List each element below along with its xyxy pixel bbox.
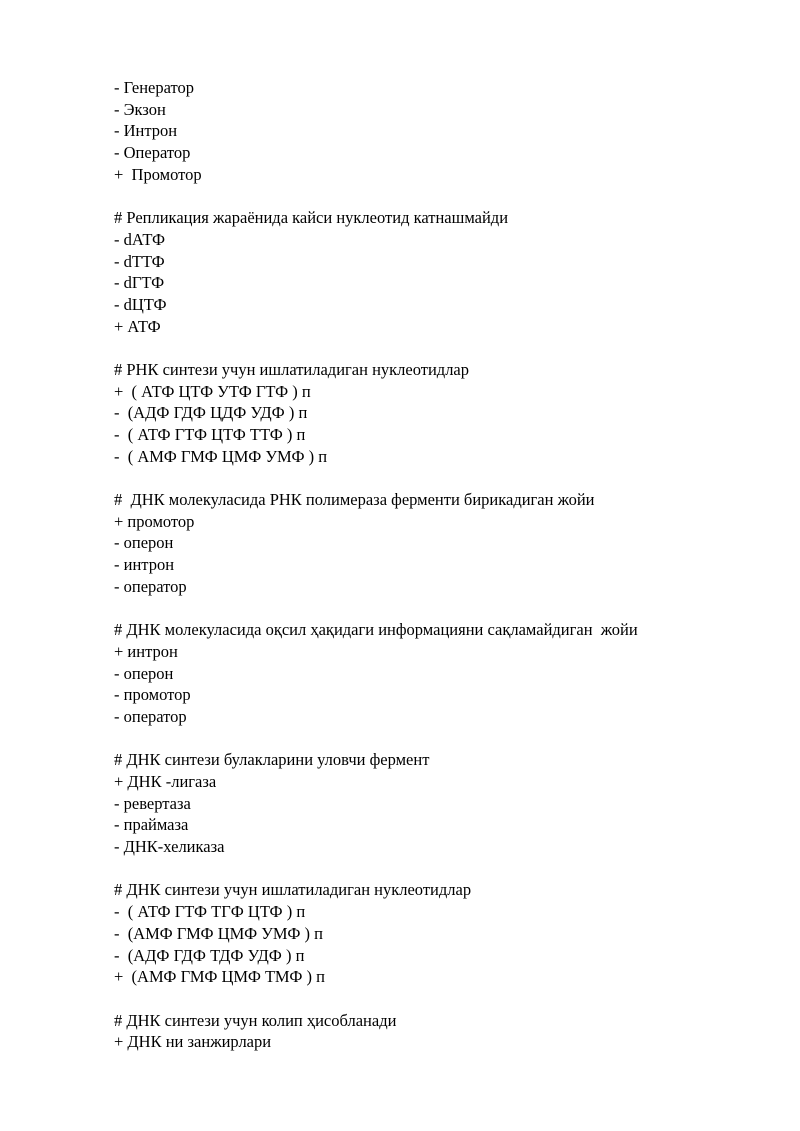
answer-option: - dГТФ xyxy=(114,273,165,293)
answer-option: - промотор xyxy=(114,685,191,705)
answer-option: - Интрон xyxy=(114,121,178,141)
question-block xyxy=(114,1010,774,1053)
answer-option: - ( АТФ ГТФ ЦТФ ТТФ ) п xyxy=(114,425,306,444)
answer-option: - ДНК-хеликаза xyxy=(114,837,225,857)
answer-option: - dТТФ xyxy=(114,251,165,271)
answer-option: - интрон xyxy=(114,555,175,575)
answer-option: - оператор xyxy=(114,706,187,726)
answer-option: - оперон xyxy=(114,533,174,553)
question-block xyxy=(114,619,774,727)
answer-option-correct: + (АМФ ГМФ ЦМФ ТМФ ) п xyxy=(114,967,325,987)
spacer xyxy=(114,988,774,1010)
document-page xyxy=(114,77,774,1053)
answer-option: - Экзон xyxy=(114,99,166,119)
answer-option-correct: + ДНК ни занжирлари xyxy=(114,1032,272,1052)
spacer xyxy=(114,728,774,750)
answer-option: - ( АМФ ГМФ ЦМФ УМФ ) п xyxy=(114,446,328,466)
spacer xyxy=(114,467,774,489)
answer-option-correct: + промотор xyxy=(114,511,195,531)
answer-option: - праймаза xyxy=(114,815,189,835)
answer-option-correct: + АТФ xyxy=(114,316,161,336)
question-block xyxy=(114,207,774,337)
question-text: # Репликация жараёнида кайси нуклеотид катнашмайди xyxy=(114,208,509,228)
question-block xyxy=(114,879,774,987)
answer-option: - dЦТФ xyxy=(114,294,167,314)
answer-option: - (АДФ ГДФ ЦДФ УДФ ) п xyxy=(114,403,308,423)
answer-option: - оператор xyxy=(114,576,187,596)
answer-option: - ревертаза xyxy=(114,793,191,813)
spacer xyxy=(114,858,774,880)
question-text: # ДНК синтези учун ишлатиладиган нуклеотидлар xyxy=(114,880,472,900)
question-text: # ДНК молекуласида РНК полимераза ферменти бирикадиган жойи xyxy=(114,490,595,510)
spacer xyxy=(114,337,774,359)
answer-option: - ( АТФ ГТФ ТГФ ЦТФ ) п xyxy=(114,902,306,922)
spacer xyxy=(114,185,774,207)
question-block xyxy=(114,749,774,857)
answer-option-correct: + Промотор xyxy=(114,164,202,184)
answer-option-correct: + ДНК -лигаза xyxy=(114,772,217,791)
answer-option-correct: + интрон xyxy=(114,641,178,661)
answer-option: - (АМФ ГМФ ЦМФ УМФ ) п xyxy=(114,923,323,943)
answer-option: - dАТФ xyxy=(114,229,166,249)
answer-option: - Генератор xyxy=(114,78,195,97)
answer-option: - Оператор xyxy=(114,143,191,163)
question-block xyxy=(114,489,774,597)
answer-option: - (АДФ ГДФ ТДФ УДФ ) п xyxy=(114,945,305,965)
answer-option-correct: + ( АТФ ЦТФ УТФ ГТФ ) п xyxy=(114,381,311,401)
question-text: # ДНК молекуласида оқсил ҳақидаги информацияни сақламайдиган жойи xyxy=(114,620,638,640)
question-block xyxy=(114,77,774,185)
spacer xyxy=(114,598,774,620)
question-text: # ДНК синтези учун колип ҳисобланади xyxy=(114,1010,397,1030)
question-text: # ДНК синтези булакларини уловчи фермент xyxy=(114,750,430,770)
answer-option: - оперон xyxy=(114,663,174,683)
question-text: # РНК синтези учун ишлатиладиган нуклеотидлар xyxy=(114,359,470,379)
question-block xyxy=(114,359,774,467)
